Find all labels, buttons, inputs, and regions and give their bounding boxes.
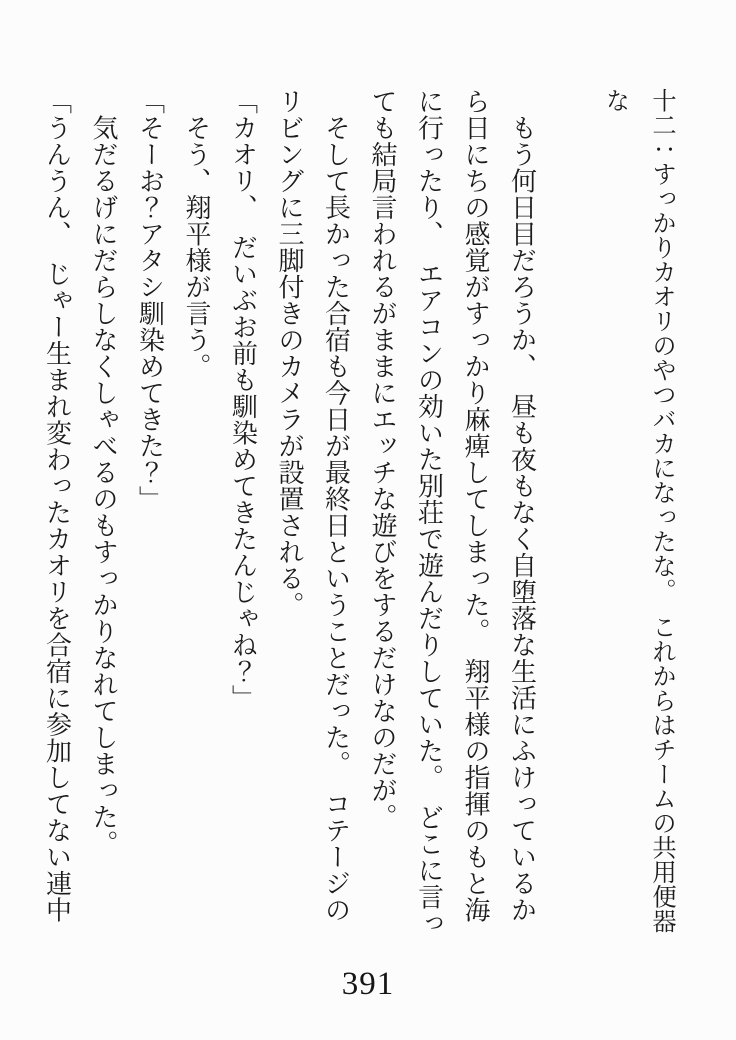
text-line: もう何日目だろうか、 昼も夜もなく自堕落な生活にふけっているか xyxy=(507,88,537,923)
text-line: ても結局言われるがままにエッチな遊びをするだけなのだが。 xyxy=(368,88,397,830)
text-line: 「そーお？アタシ馴染めてきた？」 xyxy=(135,88,165,512)
chapter-heading-line: な xyxy=(601,88,629,113)
blank-column xyxy=(545,88,592,973)
text-line: ら日にちの感覚がすっかり麻痺してしまった。 翔平様の指揮のもと海 xyxy=(461,88,490,923)
text-line: 「カオリ、 だいぶお前も馴染めてきたんじゃね？」 xyxy=(228,88,258,711)
chapter-heading-line: 十二：すっかりカオリのやつバカになったな。 これからはチームの共用便器 xyxy=(648,88,675,934)
text-line: リビングに三脚付きのカメラが設置される。 xyxy=(275,88,304,618)
text-columns xyxy=(33,88,684,973)
text-line: 気だるげにだらしなくしゃべるのもすっかりなれてしまった。 xyxy=(89,88,118,857)
text-line: そして長かった合宿も今日が最終日ということだった。 コテージの xyxy=(321,88,351,923)
page-number: 391 xyxy=(341,966,395,1002)
text-line: に行ったり、 エアコンの効いた別荘で遊んだりしていた。 どこに言っ xyxy=(414,88,444,937)
text-line: そう、翔平様が言う。 xyxy=(182,88,211,380)
text-line: 「うんうん、 じゃー生まれ変わったカオリを合宿に参加してない連中 xyxy=(42,88,72,923)
